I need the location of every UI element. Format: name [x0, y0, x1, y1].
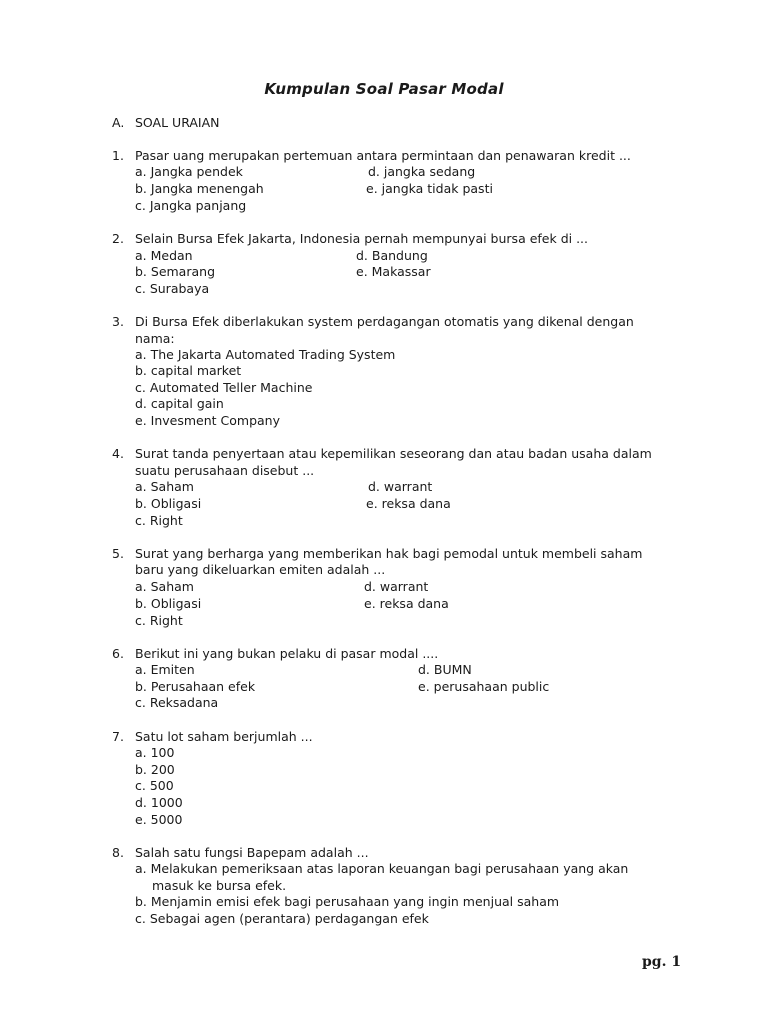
question-3-text-line-2: nama: [135, 331, 175, 346]
question-2-text: Selain Bursa Efek Jakarta, Indonesia pernah mempunyai bursa efek di ... [135, 231, 588, 246]
question-4-option-e: e. reksa dana [366, 496, 451, 511]
question-8-text: Salah satu fungsi Bapepam adalah ... [135, 845, 369, 860]
question-5-option-d: d. warrant [364, 579, 429, 594]
question-6-number: 6. [112, 646, 124, 661]
question-1-option-e: e. jangka tidak pasti [366, 181, 493, 196]
question-2-number: 2. [112, 231, 124, 246]
question-8-option-b: b. Menjamin emisi efek bagi perusahaan yang ingin menjual saham [135, 894, 560, 909]
question-6-option-e: e. perusahaan public [418, 679, 550, 694]
page-number: pg. 1 [642, 954, 682, 970]
question-2-option-e: e. Makassar [356, 264, 431, 279]
question-3-option-b: b. capital market [135, 363, 242, 378]
question-4-option-a: a. Saham [135, 479, 194, 494]
question-7-option-a: a. 100 [135, 745, 175, 760]
question-3-option-a: a. The Jakarta Automated Trading System [135, 347, 396, 362]
question-3-option-c: c. Automated Teller Machine [135, 380, 313, 395]
question-3-option-d: d. capital gain [135, 396, 224, 411]
question-4-text-line-1: Surat tanda penyertaan atau kepemilikan seseorang dan atau badan usaha dalam [135, 446, 652, 461]
question-6-option-b: b. Perusahaan efek [135, 679, 256, 694]
question-4-option-b: b. Obligasi [135, 496, 202, 511]
section-label: SOAL URAIAN [135, 115, 220, 130]
question-6-option-a: a. Emiten [135, 662, 195, 677]
question-1-number: 1. [112, 148, 124, 163]
question-8-option-c: c. Sebagai agen (perantara) perdagangan efek [135, 911, 429, 926]
question-5-text-line-1: Surat yang berharga yang memberikan hak bagi pemodal untuk membeli saham [135, 546, 643, 561]
question-1-option-d: d. jangka sedang [368, 164, 476, 179]
question-5-text-line-2: baru yang dikeluarkan emiten adalah ... [135, 562, 386, 577]
question-7-option-e: e. 5000 [135, 812, 183, 827]
question-5-option-a: a. Saham [135, 579, 194, 594]
question-3-text-line-1: Di Bursa Efek diberlakukan system perdagangan otomatis yang dikenal dengan [135, 314, 634, 329]
question-3-option-e: e. Invesment Company [135, 413, 280, 428]
question-2-option-c: c. Surabaya [135, 281, 210, 296]
question-8-option-a-line-2: masuk ke bursa efek. [152, 878, 287, 893]
question-8-option-a-line-1: a. Melakukan pemeriksaan atas laporan keuangan bagi perusahaan yang akan [135, 861, 629, 876]
question-7-number: 7. [112, 729, 124, 744]
question-5-option-c: c. Right [135, 613, 183, 628]
question-5-option-e: e. reksa dana [364, 596, 449, 611]
question-6-option-c: c. Reksadana [135, 695, 219, 710]
question-6-text: Berikut ini yang bukan pelaku di pasar modal .... [135, 646, 439, 661]
question-2-option-a: a. Medan [135, 248, 193, 263]
question-7-option-b: b. 200 [135, 762, 175, 777]
question-6-option-d: d. BUMN [418, 662, 472, 677]
question-2-option-b: b. Semarang [135, 264, 215, 279]
question-4-option-c: c. Right [135, 513, 183, 528]
question-1-option-a: a. Jangka pendek [135, 164, 243, 179]
question-7-option-d: d. 1000 [135, 795, 183, 810]
question-1-option-c: c. Jangka panjang [135, 198, 247, 213]
section-letter: A. [112, 115, 125, 130]
question-8-number: 8. [112, 845, 124, 860]
question-4-text-line-2: suatu perusahaan disebut ... [135, 463, 315, 478]
question-5-option-b: b. Obligasi [135, 596, 202, 611]
question-7-text: Satu lot saham berjumlah ... [135, 729, 313, 744]
question-1-text: Pasar uang merupakan pertemuan antara permintaan dan penawaran kredit ... [135, 148, 631, 163]
question-7-option-c: c. 500 [135, 778, 174, 793]
question-4-number: 4. [112, 446, 124, 461]
question-3-number: 3. [112, 314, 124, 329]
question-2-option-d: d. Bandung [356, 248, 428, 263]
question-5-number: 5. [112, 546, 124, 561]
page-title: Kumpulan Soal Pasar Modal [264, 80, 504, 98]
question-1-option-b: b. Jangka menengah [135, 181, 264, 196]
question-4-option-d: d. warrant [368, 479, 433, 494]
